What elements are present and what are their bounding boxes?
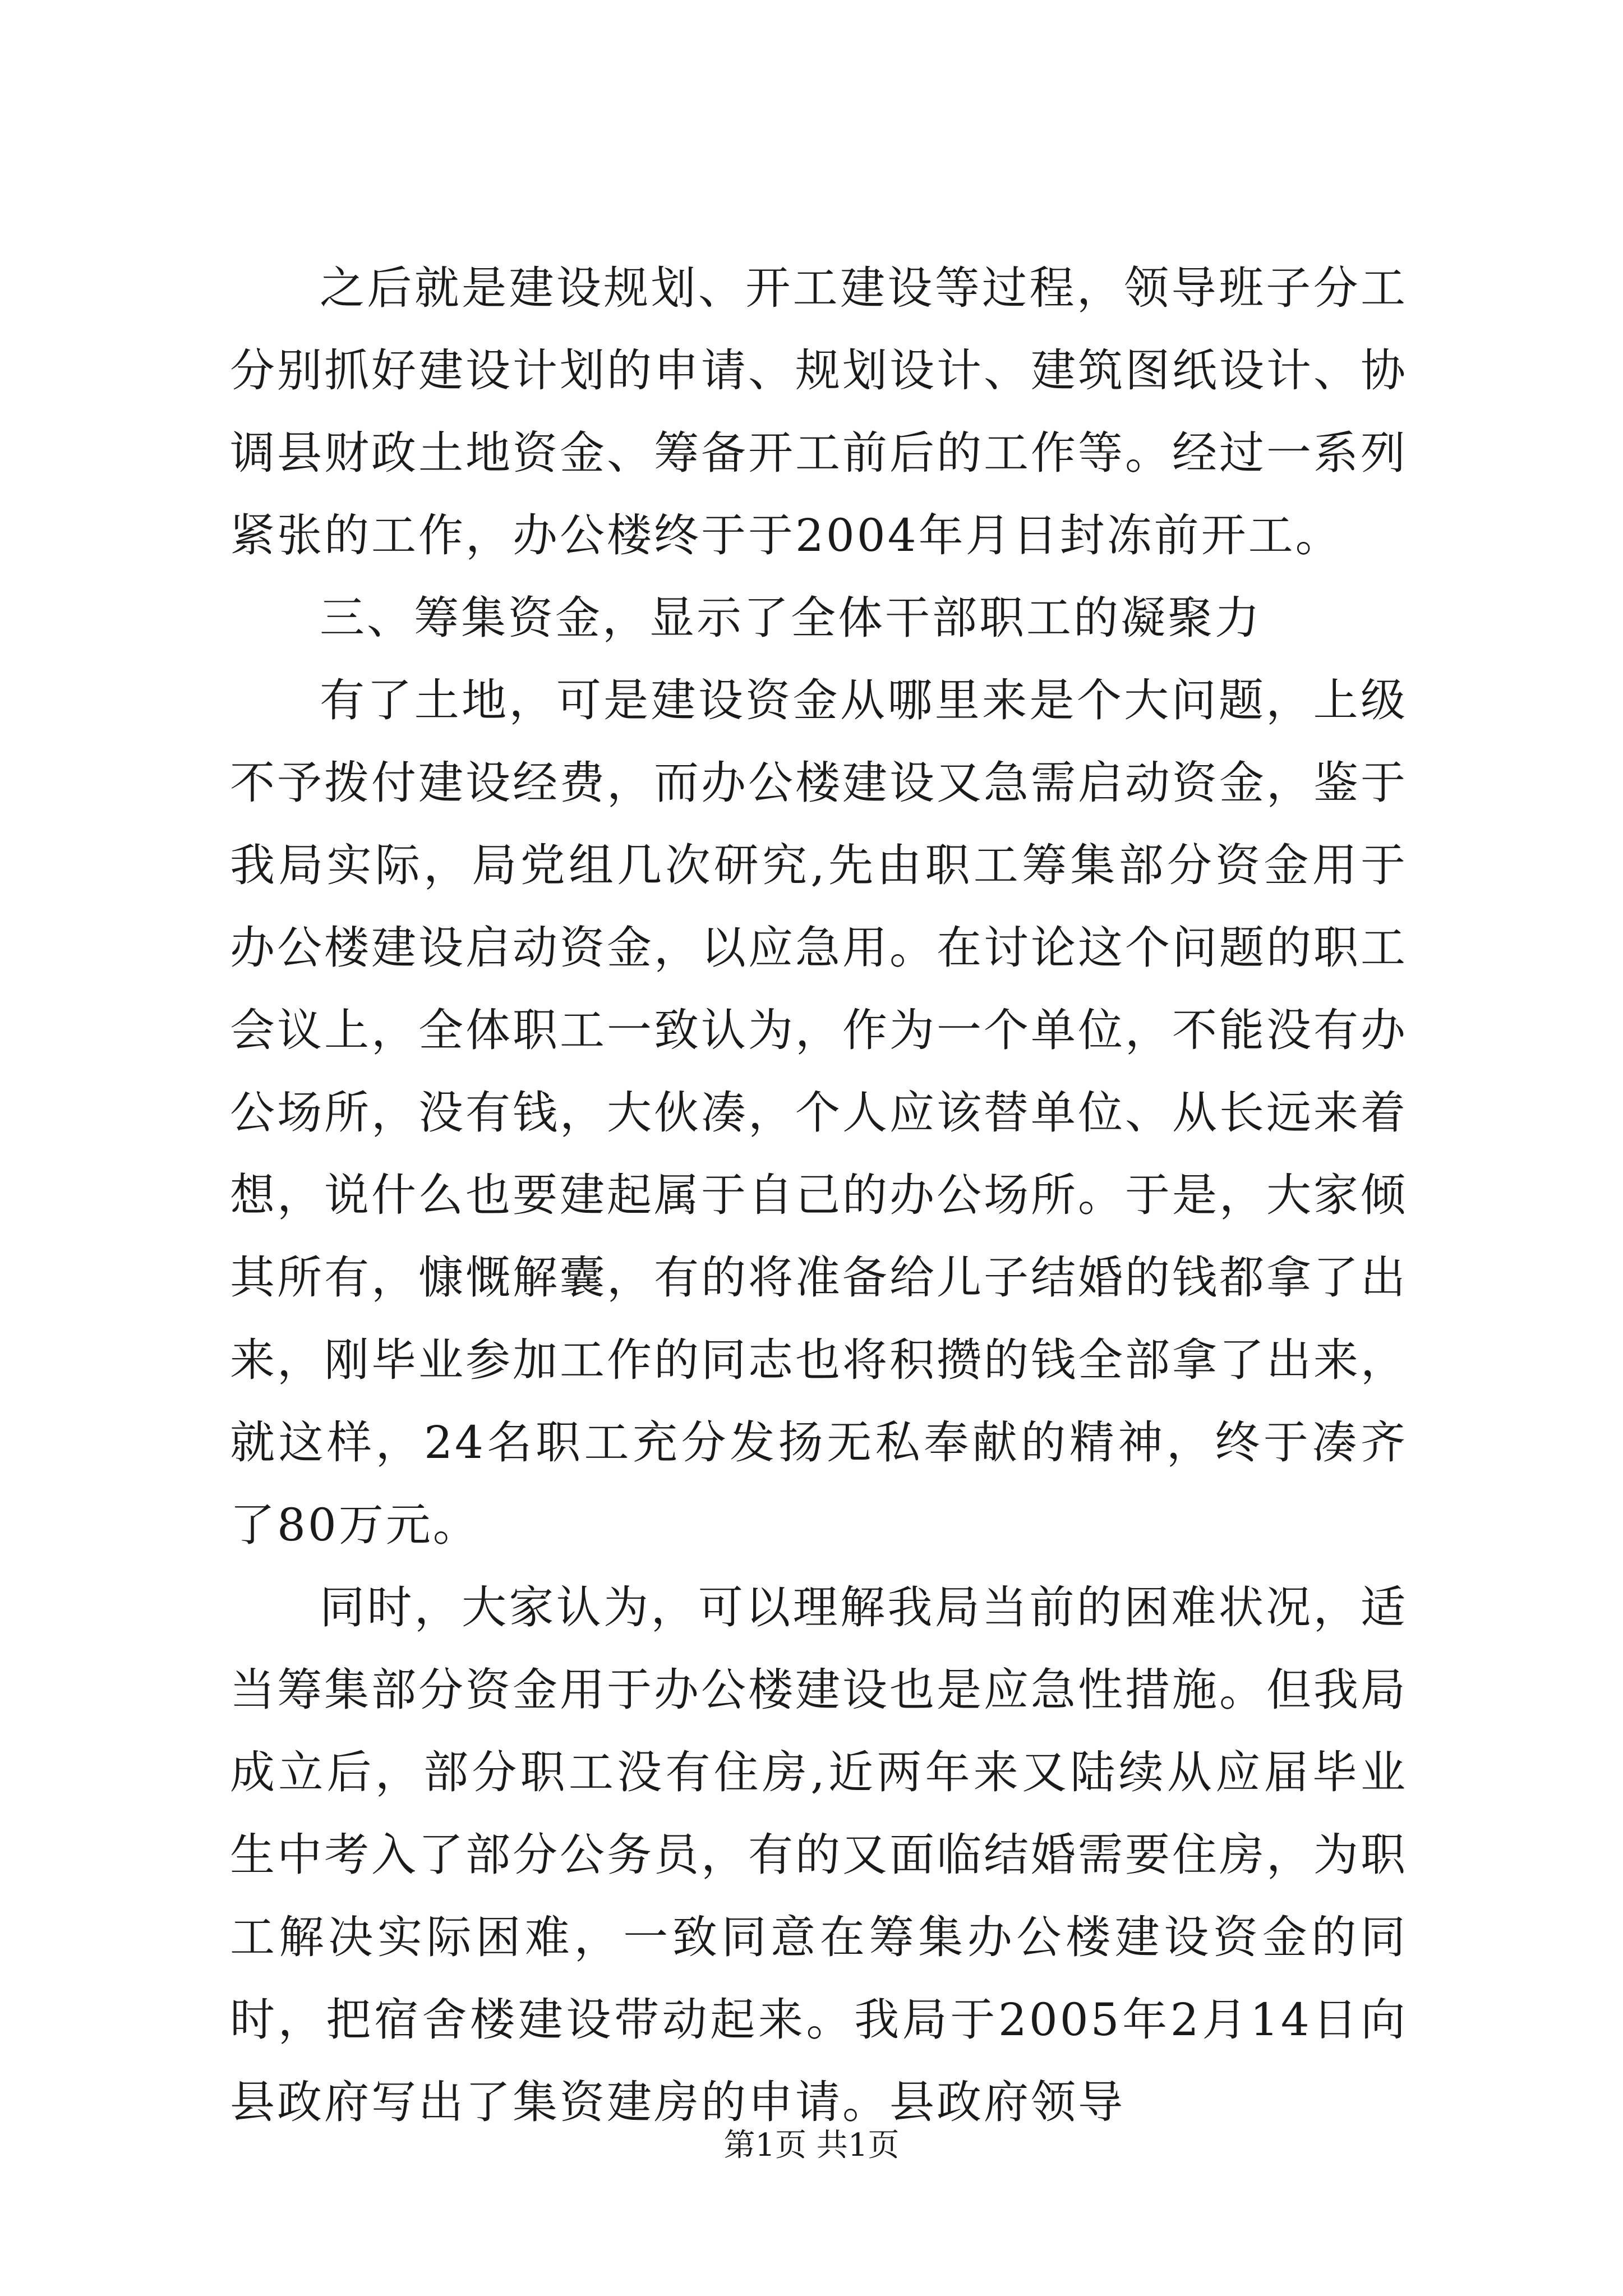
paragraph-construction-process: 之后就是建设规划、开工建设等过程，领导班子分工分别抓好建设计划的申请、规划设计、建筑图纸设计、协调县财政土地资金、筹备开工前后的工作等。经过一系列紧张的工作，办公楼终于于2004年月日封冻前开工。: [230, 262, 1408, 562]
document-body: [230, 247, 1408, 2143]
section-heading-fundraising: 三、筹集资金，显示了全体干部职工的凝聚力: [320, 592, 1262, 644]
page-footer: 第1页 共1页: [723, 2127, 900, 2164]
paragraph-dormitory-plan: 同时，大家认为，可以理解我局当前的困难状况，适当筹集部分资金用于办公楼建设也是应急性措施。但我局成立后，部分职工没有住房,近两年来又陆续从应届毕业生中考入了部分公务员，有的又面临结婚需要住房，为职工解决实际困难，一致同意在筹集办公楼建设资金的同时，把宿舍楼建设带动起来。我局于2005年2月14日向县政府写出了集资建房的申请。县政府领导: [230, 1581, 1408, 2128]
paragraph-fund-collection: 有了土地，可是建设资金从哪里来是个大问题，上级不予拨付建设经费，而办公楼建设又急需启动资金，鉴于我局实际，局党组几次研究,先由职工筹集部分资金用于办公楼建设启动资金，以应急用。在讨论这个问题的职工会议上，全体职工一致认为，作为一个单位，不能没有办公场所，没有钱，大伙凑，个人应该替单位、从长远来着想，说什么也要建起属于自己的办公场所。于是，大家倾其所有，慷慨解囊，有的将准备给儿子结婚的钱都拿了出来，刚毕业参加工作的同志也将积攒的钱全部拿了出来，就这样，24名职工充分发扬无私奉献的精神，终于凑齐了80万元。: [230, 674, 1408, 1551]
